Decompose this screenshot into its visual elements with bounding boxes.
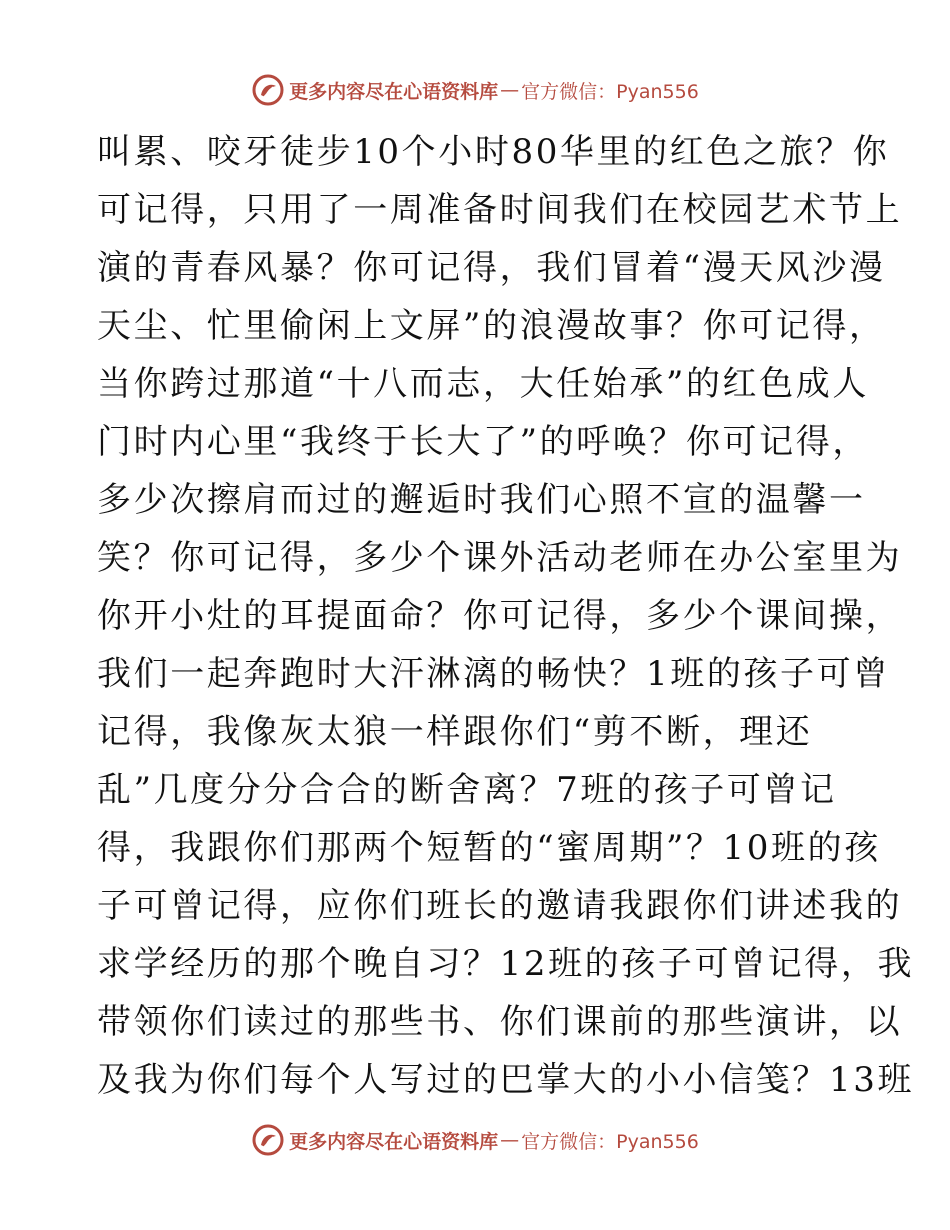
body-line: 当你跨过那道“十八而志，大任始承”的红色成人 bbox=[97, 364, 869, 404]
footer-separator: — bbox=[500, 1129, 520, 1151]
header-separator: — bbox=[500, 79, 520, 101]
brand-logo-icon bbox=[251, 73, 285, 107]
body-line: 记得，我像灰太狼一样跟你们“剪不断，理还 bbox=[97, 712, 813, 752]
body-line: 演的青春风暴？你可记得，我们冒着“漫天风沙漫 bbox=[97, 248, 886, 288]
body-line: 乱”几度分分合合的断舍离？7班的孩子可曾记 bbox=[97, 770, 837, 810]
body-line: 多少次擦肩而过的邂逅时我们心照不宣的温馨一 bbox=[97, 480, 866, 520]
header-brand-text: 更多内容尽在心语资料库 bbox=[289, 80, 499, 103]
body-line: 笑？你可记得，多少个课外活动老师在办公室里为 bbox=[97, 538, 903, 578]
body-line: 子可曾记得，应你们班长的邀请我跟你们讲述我的 bbox=[97, 886, 903, 926]
body-line: 可记得，只用了一周准备时间我们在校园艺术节上 bbox=[97, 190, 903, 230]
header-banner bbox=[0, 70, 950, 110]
body-line: 叫累、咬牙徒步10个小时80华里的红色之旅？你 bbox=[97, 132, 890, 172]
body-line: 得，我跟你们那两个短暂的“蜜周期”？10班的孩 bbox=[97, 828, 881, 868]
body-line: 带领你们读过的那些书、你们课前的那些演讲，以 bbox=[97, 1002, 903, 1042]
body-line: 天尘、忙里偷闲上文屏”的浪漫故事？你可记得， bbox=[97, 306, 886, 346]
footer-banner bbox=[0, 1120, 950, 1160]
footer-brand-text: 更多内容尽在心语资料库 bbox=[289, 1130, 499, 1153]
body-line: 及我为你们每个人写过的巴掌大的小小信笺？13班 bbox=[97, 1060, 915, 1100]
brand-logo-icon bbox=[251, 1123, 285, 1157]
body-line: 我们一起奔跑时大汗淋漓的畅快？1班的孩子可曾 bbox=[97, 654, 890, 694]
body-line: 你开小灶的耳提面命？你可记得，多少个课间操， bbox=[97, 596, 903, 636]
header-wechat-text: 官方微信：Pyan556 bbox=[521, 80, 699, 103]
body-line: 求学经历的那个晚自习？12班的孩子可曾记得，我 bbox=[97, 944, 915, 984]
footer-wechat-text: 官方微信：Pyan556 bbox=[521, 1130, 699, 1153]
body-line: 门时内心里“我终于长大了”的呼唤？你可记得， bbox=[97, 422, 869, 462]
